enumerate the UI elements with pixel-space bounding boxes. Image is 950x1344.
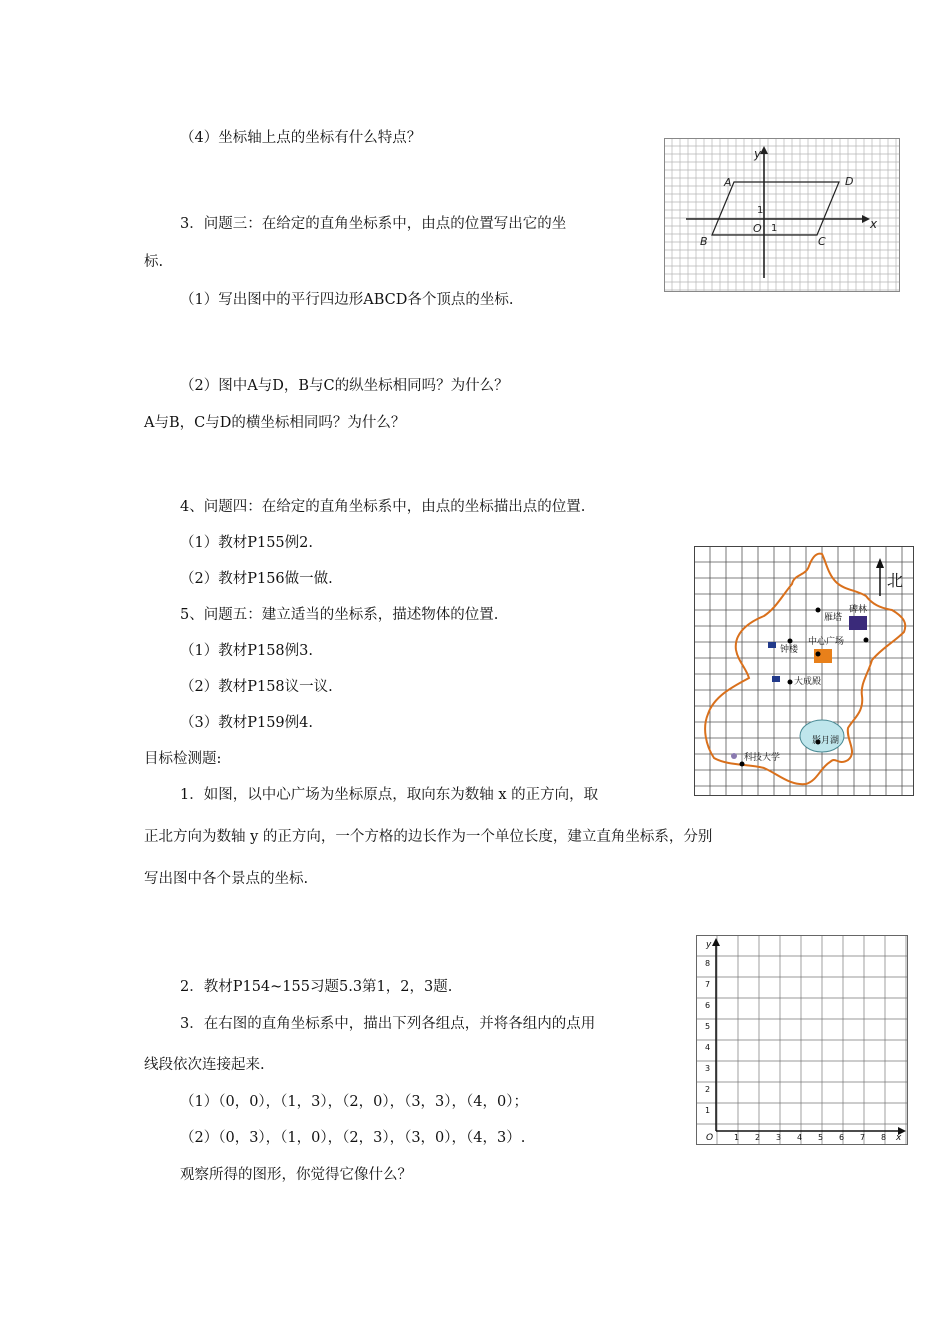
x-tick-label: 3 <box>776 1133 782 1142</box>
test3-points1: （1）（0，0），（1，3），（2，0），（3，3），（4，0）； <box>180 1094 528 1110</box>
test3-points2: （2）（0，3），（1，0），（2，3），（3，0），（4，3）. <box>180 1130 526 1146</box>
x-axis-arrow <box>862 215 870 223</box>
beilin-building <box>849 616 867 630</box>
test3-line2: 线段依次连接起来. <box>144 1057 265 1073</box>
center-marker <box>816 652 821 657</box>
keji-icon <box>731 753 737 759</box>
goal-heading: 目标检测题: <box>144 751 222 767</box>
y-tick-label: 7 <box>705 980 711 989</box>
y-tick-label: 6 <box>705 1001 711 1010</box>
dacheng-marker <box>788 680 793 685</box>
yingyue-label: 影月湖 <box>812 736 840 746</box>
x-tick-label: 5 <box>818 1133 824 1142</box>
y-label-3: y <box>706 940 712 950</box>
unit-x-label: 1 <box>771 223 778 234</box>
yanta-label: 雁塔 <box>824 613 843 623</box>
y-axis-arrow <box>760 146 768 154</box>
beilin-label: 碑林 <box>849 605 868 615</box>
origin-label-3: O <box>706 1133 714 1143</box>
origin-label: O <box>753 222 762 235</box>
x-label: x <box>870 217 878 231</box>
yanta-marker <box>816 608 821 613</box>
test3-question: 观察所得的图形，你觉得它像什么？ <box>180 1167 412 1183</box>
problem3-line1: 3．问题三：在给定的直角坐标系中，由点的位置写出它的坐 <box>180 216 567 232</box>
x-tick-label: 4 <box>797 1133 803 1142</box>
test3-line1: 3．在右图的直角坐标系中，描出下列各组点，并将各组内的点用 <box>180 1016 596 1032</box>
problem3-q2b: A与B，C与D的横坐标相同吗？为什么？ <box>144 415 406 431</box>
dacheng-label: 大成殿 <box>794 677 822 687</box>
y-tick-label: 3 <box>705 1064 711 1073</box>
y-tick-label: 5 <box>705 1022 711 1031</box>
problem3-q1: （1）写出图中的平行四边形ABCD各个顶点的坐标. <box>180 292 514 308</box>
problem4-text: 4、问题四：在给定的直角坐标系中，由点的坐标描出点的位置. <box>180 499 586 515</box>
parallelogram-grid <box>664 138 900 292</box>
blank-grid <box>696 935 908 1145</box>
point-b-label: B <box>700 235 708 248</box>
center-label: 中心广场 <box>808 637 845 647</box>
unit-y-label: 1 <box>757 205 764 216</box>
test1-line3: 写出图中各个景点的坐标. <box>144 871 309 887</box>
blank-coordinate-figure <box>696 935 908 1145</box>
problem5-q3: （3）教材P159例4. <box>180 715 313 731</box>
y-tick-label: 2 <box>705 1085 711 1094</box>
zhonglou-icon <box>768 642 776 648</box>
keji-label: 科技大学 <box>744 753 781 763</box>
x-tick-label: 1 <box>734 1133 740 1142</box>
test1-line2: 正北方向为数轴 y 的正方向，一个方格的边长作为一个单位长度，建立直角坐标系，分别 <box>144 829 713 845</box>
test1-line1: 1．如图，以中心广场为坐标原点，取向东为数轴 x 的正方向，取 <box>180 787 599 803</box>
point-d-label: D <box>845 175 854 188</box>
problem3-line2: 标. <box>144 254 164 270</box>
test2-text: 2．教材P154~155习题5.3第1，2，3题. <box>180 979 453 995</box>
y-tick-label: 4 <box>705 1043 711 1052</box>
problem4-q1: （1）教材P155例2. <box>180 535 313 551</box>
problem5-text: 5、问题五：建立适当的坐标系，描述物体的位置. <box>180 607 499 623</box>
point-a-label: A <box>724 176 732 189</box>
problem4-q2: （2）教材P156做一做. <box>180 571 333 587</box>
y-axis-arrow-3 <box>712 938 720 946</box>
q4-text: （4）坐标轴上点的坐标有什么特点？ <box>180 130 422 146</box>
x-tick-label: 8 <box>881 1133 887 1142</box>
problem5-q1: （1）教材P158例3. <box>180 643 313 659</box>
zhonglou-label: 钟楼 <box>780 645 799 655</box>
y-label: y <box>754 147 762 161</box>
dacheng-icon <box>772 676 780 682</box>
north-label: 北 <box>887 571 904 590</box>
campus-map-figure <box>694 546 914 796</box>
problem3-q2: （2）图中A与D，B与C的纵坐标相同吗？为什么？ <box>180 378 509 394</box>
x-tick-label: 7 <box>860 1133 866 1142</box>
zhonglou-marker <box>788 639 793 644</box>
problem5-q2: （2）教材P158议一议. <box>180 679 333 695</box>
y-tick-label: 1 <box>705 1106 711 1115</box>
beilin-marker <box>864 638 869 643</box>
x-label-3: x <box>896 1133 902 1143</box>
point-c-label: C <box>818 235 826 248</box>
x-tick-label: 2 <box>755 1133 761 1142</box>
x-tick-label: 6 <box>839 1133 845 1142</box>
parallelogram-figure <box>664 138 900 292</box>
y-tick-label: 8 <box>705 959 711 968</box>
